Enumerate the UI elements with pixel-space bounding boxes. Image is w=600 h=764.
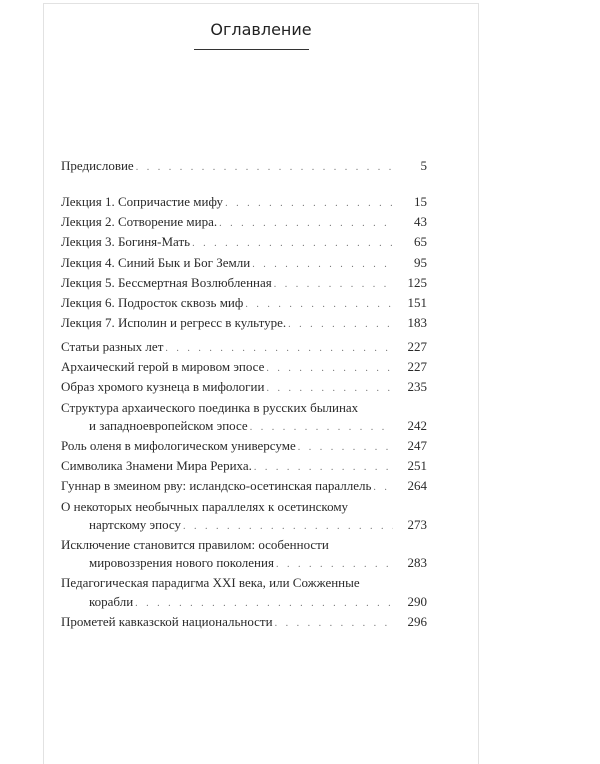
toc-entry-title: Прометей кавказской национальности <box>61 613 275 631</box>
dot-leader <box>266 380 393 398</box>
toc-entry-title: О некоторых необычных параллелях к осетинскому <box>61 498 349 514</box>
toc-page-number: 235 <box>407 379 427 395</box>
toc-entry[interactable] <box>61 457 427 477</box>
toc-entry-title: Лекция 2. Сотворение мира. <box>61 213 219 231</box>
toc-page-number: 296 <box>407 613 427 629</box>
dot-leader <box>250 419 393 437</box>
dot-leader <box>245 296 393 314</box>
toc-entry[interactable] <box>61 254 427 274</box>
toc-entry[interactable] <box>61 294 427 314</box>
toc-entry-title: и западноевропейском эпосе <box>89 417 250 435</box>
toc-page-number: 251 <box>407 458 427 474</box>
toc-page-number: 227 <box>407 339 427 354</box>
toc-entry-title: Архаический герой в мировом эпосе <box>61 358 266 376</box>
toc-page-number: 15 <box>414 194 427 209</box>
dot-leader <box>165 340 393 358</box>
dot-leader <box>183 518 393 536</box>
toc-entry-title: нартскому эпосу <box>89 516 183 534</box>
toc-entry[interactable] <box>61 399 427 437</box>
toc-page-number: 125 <box>407 274 427 290</box>
toc-entry-title: Лекция 7. Исполин и регресс в культуре. <box>61 314 288 332</box>
dot-leader <box>225 195 393 213</box>
toc-entry-title: Педагогическая парадигма XXI века, или Сожженные <box>61 575 360 591</box>
toc-entry-title: Лекция 5. Бессмертная Возлюбленная <box>61 274 274 292</box>
toc-entry-title: Лекция 4. Синий Бык и Бог Земли <box>61 254 252 272</box>
toc-page-number: 283 <box>407 555 427 571</box>
toc-entry[interactable] <box>61 157 427 177</box>
dot-leader <box>275 615 393 633</box>
toc-entry-title: Образ хромого кузнеца в мифологии <box>61 378 266 396</box>
toc-entry-title: Лекция 3. Богиня-Мать <box>61 233 192 251</box>
dot-leader <box>254 459 393 477</box>
toc-section <box>61 157 427 177</box>
toc-page-number: 227 <box>407 359 427 375</box>
toc-entry[interactable] <box>61 193 427 213</box>
toc-entry-title: Статьи разных лет <box>61 338 165 356</box>
dot-leader <box>192 235 393 253</box>
toc-section <box>61 193 427 334</box>
title-underline <box>194 49 309 50</box>
dot-leader <box>135 595 393 613</box>
toc-entry-title: Лекция 6. Подросток сквозь миф <box>61 294 245 312</box>
toc-page-number: 5 <box>420 158 427 173</box>
toc-entry[interactable] <box>61 338 427 358</box>
toc-page-number: 273 <box>407 516 427 532</box>
toc-page-number: 151 <box>407 295 427 311</box>
toc-entry[interactable] <box>61 437 427 457</box>
toc-entry-title: Роль оленя в мифологическом универсуме <box>61 437 298 455</box>
toc-entry-title: корабли <box>89 593 135 611</box>
toc-entry[interactable] <box>61 378 427 398</box>
toc-section <box>61 338 427 633</box>
toc-page-number: 290 <box>407 593 427 609</box>
toc-page-number: 247 <box>407 438 427 454</box>
toc-entry-title: Исключение становится правилом: особенности <box>61 537 329 553</box>
dot-leader <box>288 316 393 334</box>
dot-leader <box>276 556 393 574</box>
toc-entry[interactable] <box>61 314 427 334</box>
dot-leader <box>219 215 393 233</box>
toc-page-number: 183 <box>407 315 427 331</box>
dot-leader <box>373 479 393 497</box>
dot-leader <box>136 159 393 177</box>
dot-leader <box>298 439 393 457</box>
toc-page-number: 43 <box>414 214 427 230</box>
toc-entry-title: Гуннар в змеином рву: исландско-осетинская параллель <box>61 477 373 495</box>
toc-entry[interactable] <box>61 613 427 633</box>
toc-entry[interactable] <box>61 498 427 536</box>
toc-entry[interactable] <box>61 477 427 497</box>
toc-entry[interactable] <box>61 233 427 253</box>
toc-entry[interactable] <box>61 213 427 233</box>
toc-entry-title: Структура архаического поединка в русских былинах <box>61 399 359 415</box>
toc-entry[interactable] <box>61 574 427 612</box>
toc-entry[interactable] <box>61 274 427 294</box>
toc-entry-title: мировоззрения нового поколения <box>89 554 276 572</box>
page-title: Оглавление <box>210 20 312 39</box>
toc-entry-title: Символика Знамени Мира Рериха. <box>61 457 254 475</box>
dot-leader <box>274 276 393 294</box>
dot-leader <box>252 256 393 274</box>
toc-entry-title: Предисловие <box>61 157 136 175</box>
toc-entry-title: Лекция 1. Сопричастие мифу <box>61 193 225 211</box>
dot-leader <box>266 360 393 378</box>
toc-page-number: 95 <box>414 254 427 270</box>
toc-entry[interactable] <box>61 358 427 378</box>
toc-page-number: 65 <box>414 234 427 250</box>
toc-entry[interactable] <box>61 536 427 574</box>
toc-page-number: 264 <box>407 478 427 494</box>
toc-page-number: 242 <box>407 417 427 433</box>
